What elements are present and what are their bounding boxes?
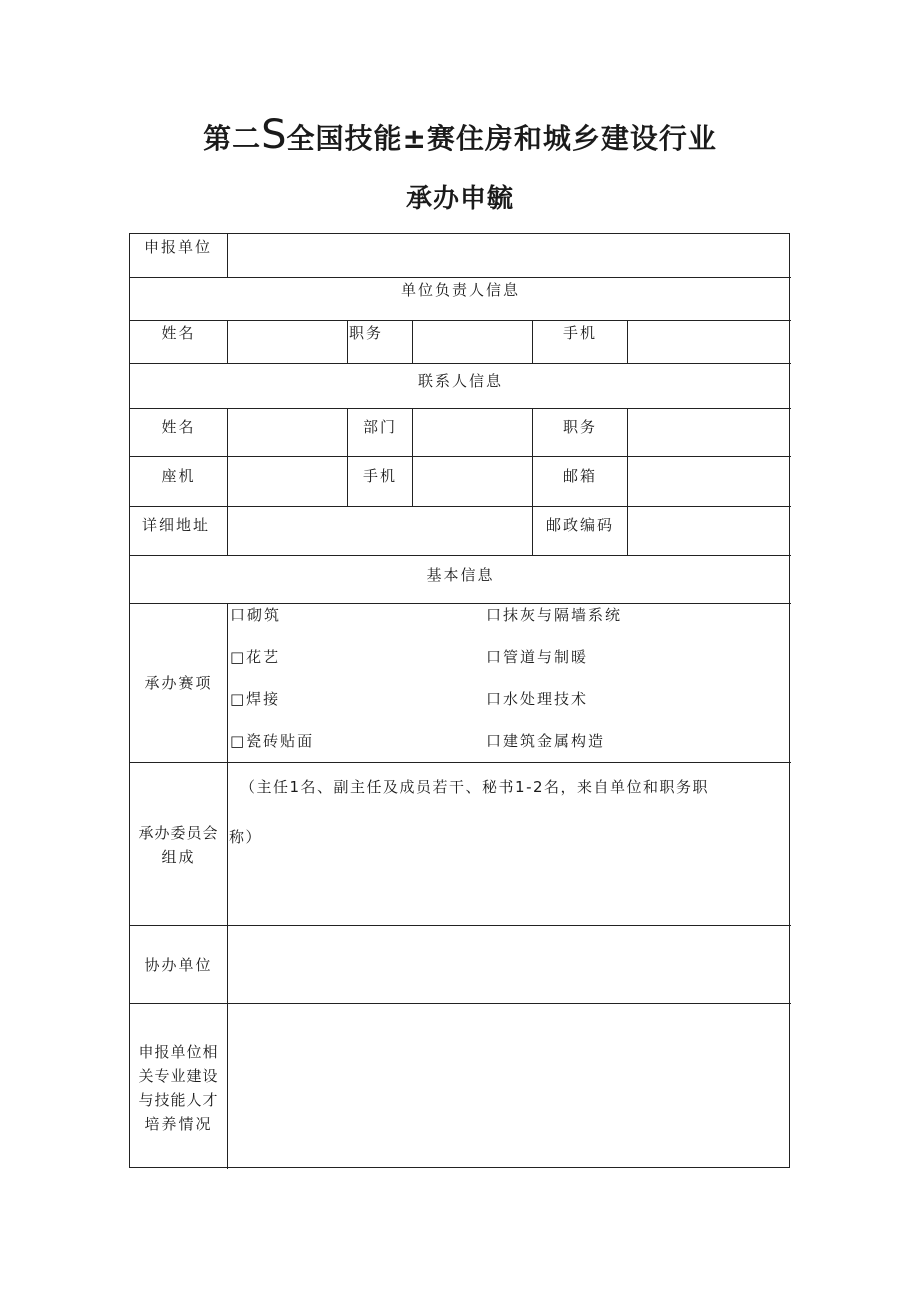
postcode-input[interactable] bbox=[628, 507, 791, 555]
row-divider bbox=[130, 555, 791, 556]
col-divider bbox=[347, 320, 348, 363]
committee-label-line1: 承办委员会 bbox=[138, 824, 219, 842]
row-divider bbox=[130, 603, 791, 604]
leader-mobile-label: 手机 bbox=[563, 324, 598, 342]
committee-input[interactable] bbox=[228, 854, 791, 924]
col-divider bbox=[532, 320, 533, 363]
leader-position-input[interactable] bbox=[413, 321, 532, 363]
event-checkbox-water-treatment[interactable]: 口水处理技术 bbox=[486, 690, 589, 708]
events-label: 承办赛项 bbox=[144, 674, 213, 692]
contact-email-input[interactable] bbox=[628, 457, 791, 506]
talent-label-line4: 培养情况 bbox=[144, 1115, 213, 1133]
event-checkbox-tiling[interactable]: □瓷砖贴面 bbox=[230, 732, 315, 750]
basic-section-header: 基本信息 bbox=[426, 566, 495, 584]
col-divider bbox=[347, 408, 348, 506]
contact-section-header: 联系人信息 bbox=[417, 372, 503, 390]
co-organizer-label: 协办单位 bbox=[144, 956, 213, 974]
event-checkbox-floristry[interactable]: □花艺 bbox=[230, 648, 281, 666]
event-checkbox-metal-construction[interactable]: 口建筑金属构造 bbox=[486, 732, 606, 750]
talent-label-line2: 关专业建设 bbox=[138, 1067, 219, 1085]
row-divider bbox=[130, 277, 791, 278]
committee-label-line2: 组成 bbox=[161, 848, 196, 866]
leader-name-input[interactable] bbox=[228, 321, 347, 363]
leader-mobile-input[interactable] bbox=[628, 321, 791, 363]
applicant-label: 申报单位 bbox=[144, 238, 213, 256]
event-checkbox-brickwork[interactable]: 口砌筑 bbox=[230, 606, 282, 624]
talent-label-line1: 申报单位相 bbox=[138, 1043, 219, 1061]
committee-note-line1: （主任1名、副主任及成员若干、秘书1-2名，来自单位和职务职 bbox=[240, 778, 710, 796]
title-prefix: 第二 bbox=[203, 122, 262, 155]
document-title-line2: 承办申毓 bbox=[405, 184, 514, 214]
applicant-input[interactable] bbox=[228, 234, 791, 277]
address-input[interactable] bbox=[228, 507, 532, 555]
leader-section-header: 单位负责人信息 bbox=[400, 281, 520, 299]
contact-phone-label: 座机 bbox=[161, 467, 196, 485]
title-rest: 全国技能±赛住房和城乡建设行业 bbox=[286, 122, 717, 155]
row-divider bbox=[130, 762, 791, 763]
leader-position-label: 职务 bbox=[349, 324, 384, 342]
committee-note-line2: 称） bbox=[229, 828, 263, 846]
postcode-label: 邮政编码 bbox=[546, 516, 615, 534]
leader-name-label: 姓名 bbox=[161, 324, 196, 342]
contact-position-label: 职务 bbox=[563, 418, 598, 436]
address-label: 详细地址 bbox=[142, 516, 211, 534]
talent-label-line3: 与技能人才 bbox=[138, 1091, 219, 1109]
contact-dept-label: 部门 bbox=[363, 418, 398, 436]
row-divider bbox=[130, 363, 791, 364]
contact-mobile-label: 手机 bbox=[363, 467, 398, 485]
document-title-line1 bbox=[0, 112, 920, 158]
event-checkbox-plastering[interactable]: 口抹灰与隔墙系统 bbox=[486, 606, 623, 624]
contact-dept-input[interactable] bbox=[413, 409, 532, 456]
co-organizer-input[interactable] bbox=[228, 926, 791, 1003]
application-form-table bbox=[129, 233, 790, 1168]
talent-input[interactable] bbox=[228, 1004, 791, 1168]
contact-phone-input[interactable] bbox=[228, 457, 347, 506]
event-checkbox-plumbing[interactable]: 口管道与制暖 bbox=[486, 648, 589, 666]
contact-name-label: 姓名 bbox=[161, 418, 196, 436]
event-checkbox-welding[interactable]: □焊接 bbox=[230, 690, 281, 708]
contact-name-input[interactable] bbox=[228, 409, 347, 456]
contact-mobile-input[interactable] bbox=[413, 457, 532, 506]
col-divider bbox=[532, 408, 533, 555]
title-s-glyph: S bbox=[261, 112, 287, 158]
contact-email-label: 邮箱 bbox=[563, 467, 598, 485]
contact-position-input[interactable] bbox=[628, 409, 791, 456]
